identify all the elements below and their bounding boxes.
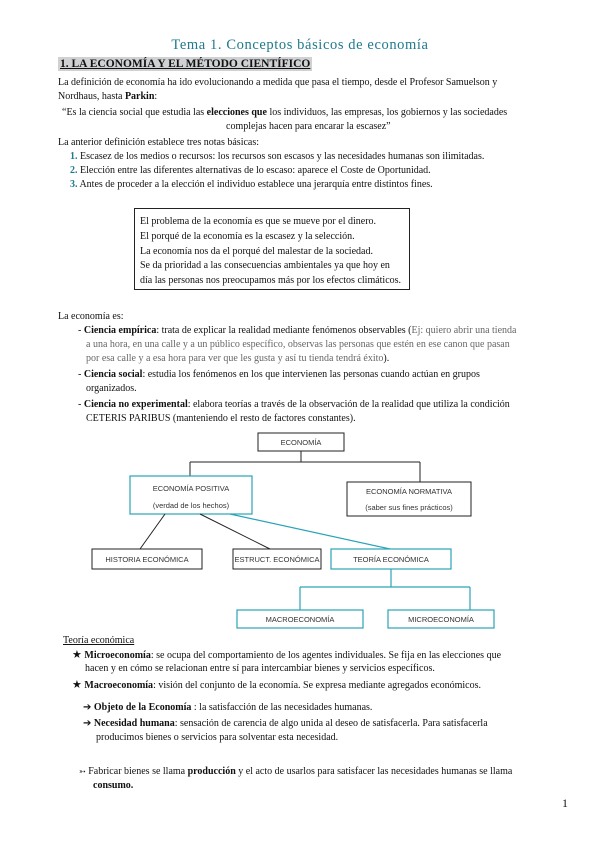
necesidad-item-cont: producimos bienes o servicios para solventar esta necesidad. xyxy=(96,732,339,743)
item-no-experimental: - Ciencia no experimental: elabora teorías a través de la observación de la realidad que utiliza la condición xyxy=(78,399,510,410)
item-no-experimental-cont: CETERIS PARIBUS (manteniendo el resto de factores constantes). xyxy=(86,413,356,424)
node-normativa-sub: (saber sus fines prácticos) xyxy=(365,503,453,512)
macro-item: ★ Macroeconomía: visión del conjunto de la economía. Se expresa mediante agregados económicos. xyxy=(72,679,482,691)
star-icon: ★ xyxy=(72,679,82,691)
item-social: - Ciencia social: estudia los fenómenos en los que intervienen las personas cuando actúan en grupos xyxy=(78,369,480,380)
micro-item: ★ Microeconomía: se ocupa del comportamiento de los agentes individuales. Se fija en las elecciones que xyxy=(72,649,502,661)
node-positiva-label: ECONOMÍA POSITIVA xyxy=(152,484,230,493)
arrow-icon: ➔ xyxy=(83,718,92,729)
box-line: El problema de la economía es que se mueve por el dinero. xyxy=(140,216,377,227)
notes-intro: La anterior definición establece tres notas básicas: xyxy=(58,137,260,148)
objeto-item: ➔ Objeto de la Economía : la satisfacción de las necesidades humanas. xyxy=(83,702,373,713)
final-note: ➳ Fabricar bienes se llama producción y el acto de usarlos para satisfacer las necesidades humanas se llama xyxy=(79,766,513,777)
box-line: día las personas nos preocupamos más por los efectos climáticos. xyxy=(140,275,402,287)
item-social-cont: organizados. xyxy=(86,383,137,394)
note-item: 1. Escasez de los medios o recursos: los recursos son escasos y las necesidades humanas son ilimitadas. xyxy=(70,151,485,162)
node-teoria-label: TEORÍA ECONÓMICA xyxy=(353,555,429,564)
intro-line-2: Nordhaus, hasta Parkin: xyxy=(58,91,158,102)
node-economia-label: ECONOMÍA xyxy=(280,438,322,447)
micro-item-cont: hacen y en cómo se relacionan entre sí para intercambiar bienes y servicios específicos. xyxy=(85,663,435,674)
quote-line-2: complejas hacen para encarar la escasez” xyxy=(226,121,391,132)
connector xyxy=(230,514,390,549)
page-title: Tema 1. Conceptos básicos de economía xyxy=(171,37,429,53)
final-note-cont: consumo. xyxy=(93,780,134,791)
box-line: Se da prioridad a las consecuencias ambientales ya que hoy en xyxy=(140,260,390,272)
item-empirica-cont: por esa calle y a esa hora para ver que les gusta y así tu tienda tendrá éxito). xyxy=(86,353,390,364)
note-item: 2. Elección entre las diferentes alternativas de lo escaso: aparece el Coste de Oportunidad. xyxy=(70,165,431,176)
box-line: La economía nos da el porqué del malestar de la sociedad. xyxy=(140,245,373,257)
node-macro-label: MACROECONOMÍA xyxy=(265,615,335,624)
intro-line-1: La definición de economía ha ido evolucionando a medida que pasa el tiempo, desde el Profesor Samuelson y xyxy=(58,77,498,88)
item-empirica: - Ciencia empírica: trata de explicar la realidad mediante fenómenos observables (Ej: quiero abrir una tienda xyxy=(78,325,517,336)
node-historia-label: HISTORIA ECONÓMICA xyxy=(105,555,189,564)
page-number: 1 xyxy=(562,796,568,810)
node-estructura-label: ESTRUCT. ECONÓMICA xyxy=(234,555,320,564)
necesidad-item: ➔ Necesidad humana: sensación de carencia de algo unida al deseo de satisfacerla. Para satisfacerla xyxy=(83,718,488,729)
economia-es: La economía es: xyxy=(58,311,124,322)
box-line: El porqué de la economía es la escasez y la selección. xyxy=(140,230,355,242)
teoria-heading: Teoría económica xyxy=(63,635,135,646)
connector xyxy=(200,514,270,549)
star-icon: ★ xyxy=(72,649,82,661)
item-empirica-cont: a una hora, en una calle y a un público específico, observas las personas que estén en ese canon que pasan xyxy=(86,339,510,350)
arrow-bullet-icon: ➳ xyxy=(79,767,86,776)
note-item: 3. Antes de proceder a la elección el individuo establece una jerarquía entre distintos fines. xyxy=(70,179,433,190)
connector xyxy=(140,514,165,549)
node-micro-label: MICROECONOMÍA xyxy=(408,615,474,624)
arrow-icon: ➔ xyxy=(83,702,92,713)
section-heading: 1. LA ECONOMÍA Y EL MÉTODO CIENTÍFICO xyxy=(60,58,311,70)
quote-line-1: “Es la ciencia social que estudia las elecciones que los individuos, las empresas, los gobiernos y las sociedades xyxy=(62,107,508,118)
node-normativa-label: ECONOMÍA NORMATIVA xyxy=(366,487,452,496)
node-positiva-sub: (verdad de los hechos) xyxy=(152,501,230,510)
